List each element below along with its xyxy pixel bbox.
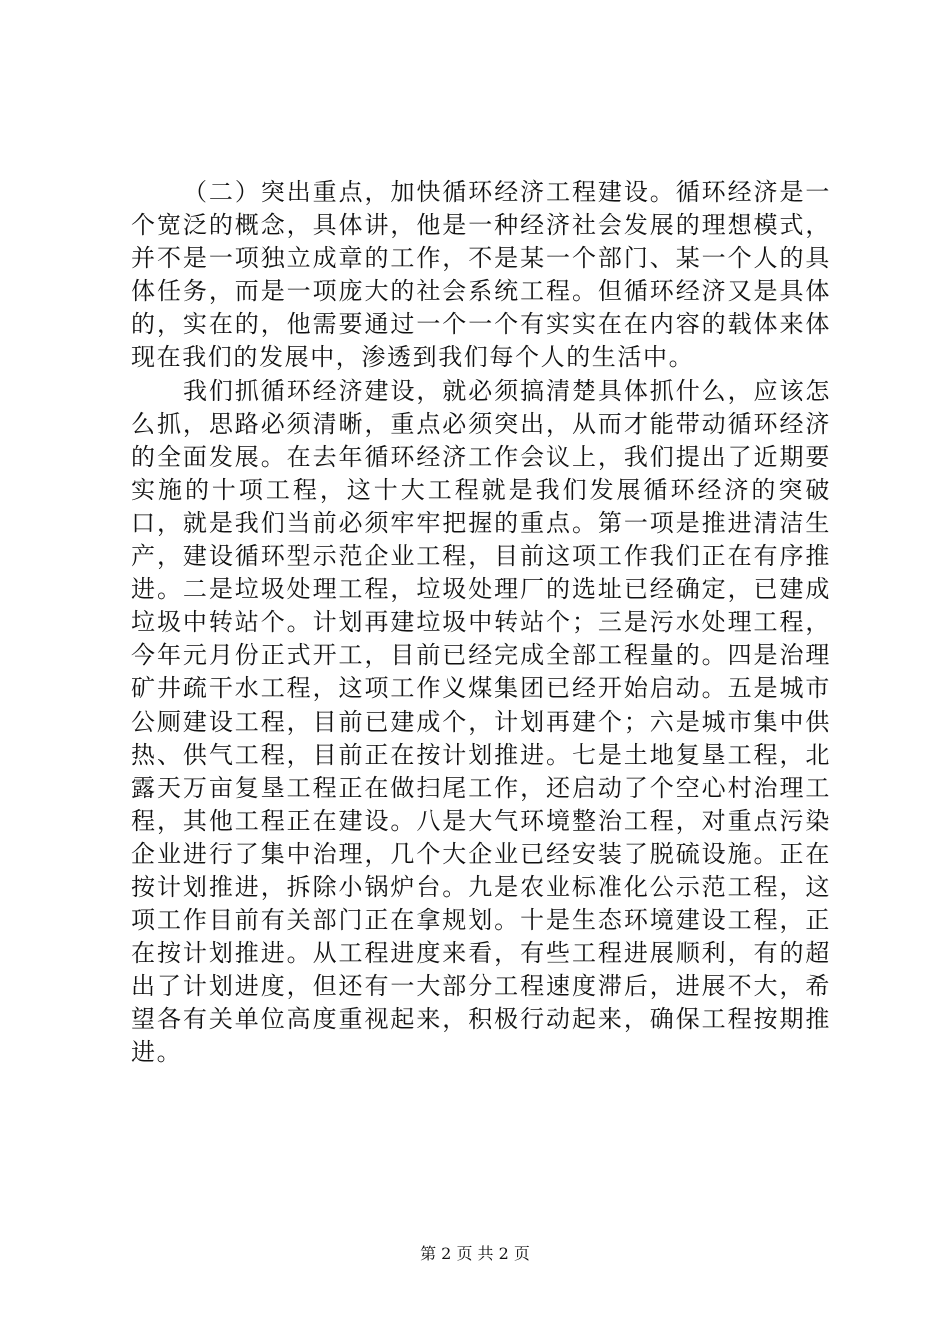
paragraph-ten-projects: 我们抓循环经济建设，就必须搞清楚具体抓什么，应该怎么抓，思路必须清晰，重点必须突出，从而才能带动循环经济的全面发展。在去年循环经济工作会议上，我们提出了近期要实施的十项工程，这十大工程就是我们发展循环经济的突破口，就是我们当前必须牢牢把握的重点。第一项是推进清洁生产，建设循环型示范企业工程，目前这项工作我们正在有序推进。二是垃圾处理工程，垃圾处理厂的选址已经确定，已建成垃圾中转站个。计划再建垃圾中转站个；三是污水处理工程，今年元月份正式开工，目前已经完成全部工程量的。四是治理矿井疏干水工程，这项工作义煤集团已经开始启动。五是城市公厕建设工程，目前已建成个，计划再建个；六是城市集中供热、供气工程，目前正在按计划推进。七是土地复垦工程，北露天万亩复垦工程正在做扫尾工作，还启动了个空心村治理工程，其他工程正在建设。八是大气环境整治工程，对重点污染企业进行了集中治理，几个大企业已经安装了脱硫设施。正在按计划推进，拆除小锅炉台。九是农业标准化公示范工程，这项工作目前有关部门正在拿规划。十是生态环境建设工程，正在按计划推进。从工程进度来看，有些工程进展顺利，有的超出了计划进度，但还有一大部分工程速度滞后，进展不大，希望各有关单位高度重视起来，积极行动起来，确保工程按期推进。: [131, 376, 831, 1067]
document-body: [131, 176, 831, 1070]
page-number-footer: 第 2 页 共 2 页: [420, 1244, 530, 1263]
paragraph-key-projects: （二）突出重点，加快循环经济工程建设。循环经济是一个宽泛的概念，具体讲，他是一种经济社会发展的理想模式，并不是一项独立成章的工作，不是某一个部门、某一个人的具体任务，而是一项庞大的社会系统工程。但循环经济又是具体的，实在的，他需要通过一个一个有实实在在内容的载体来体现在我们的发展中，渗透到我们每个人的生活中。: [131, 178, 831, 372]
